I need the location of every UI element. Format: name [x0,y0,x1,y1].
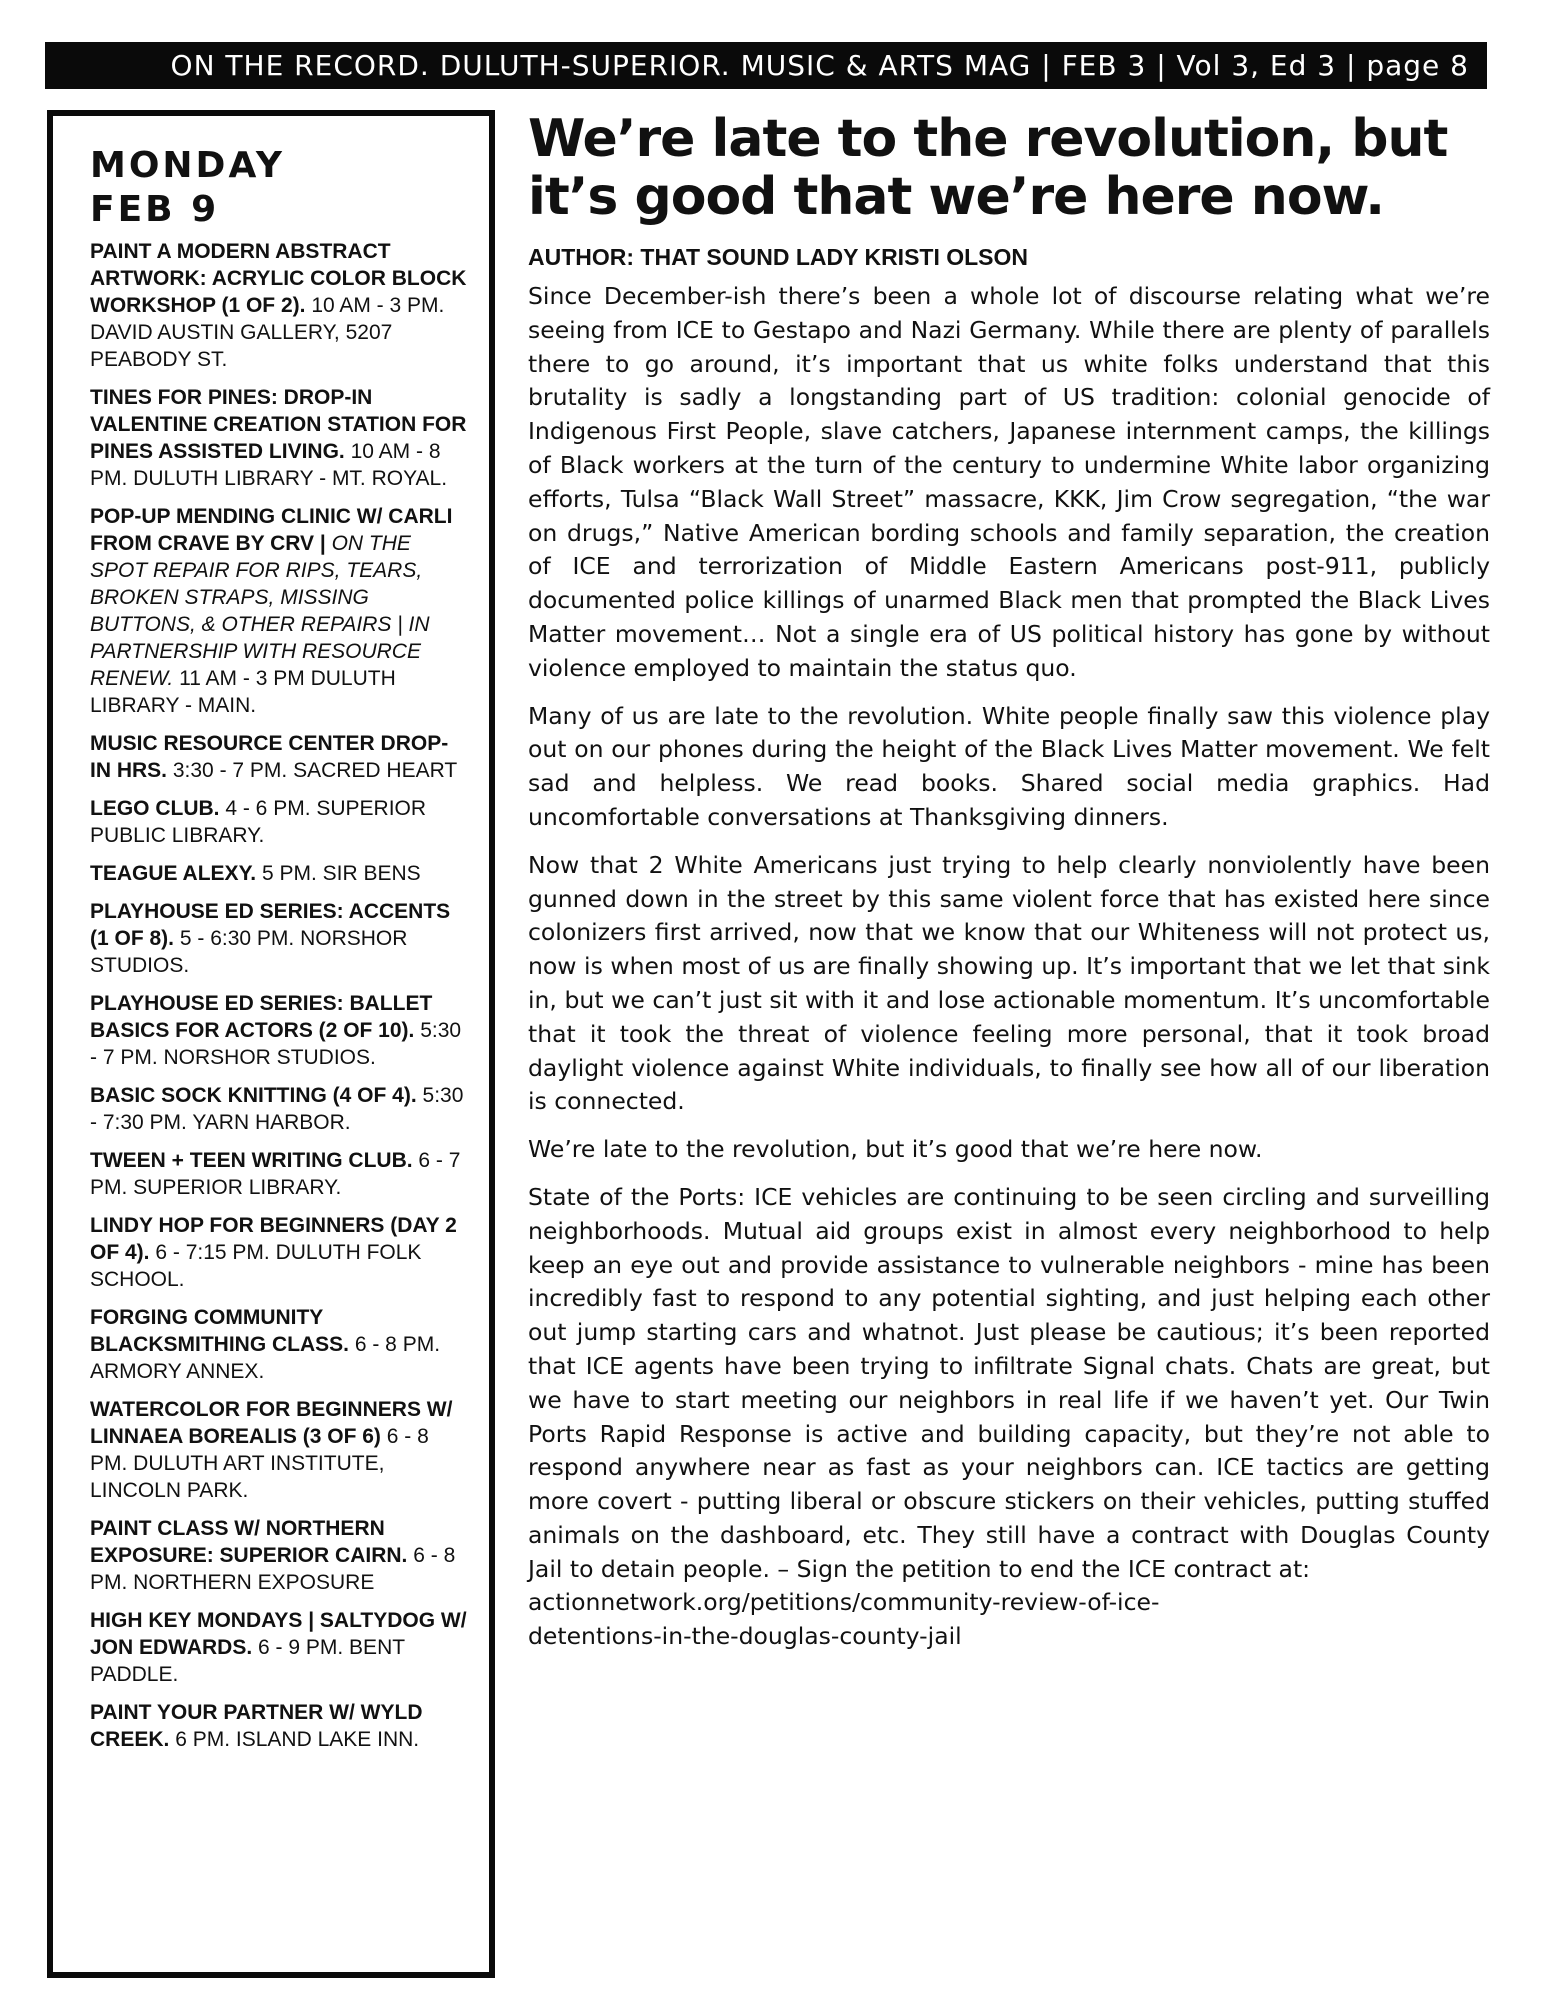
event-item [90,730,469,784]
event-item [90,898,469,979]
event-time-location: 6 PM. ISLAND LAKE INN. [175,1728,420,1751]
event-description: ON THE SPOT REPAIR FOR RIPS, TEARS, BROKEN STRAPS, MISSING BUTTONS, & OTHER REPAIRS | IN PARTNERSHIP WITH RESOURCE RENEW. [90,532,430,690]
day-date: FEB 9 [90,189,220,230]
article-paragraph: Since December-ish there’s been a whole lot of discourse relating what we’re seeing from ICE to Gestapo and Nazi Germany. While there are plenty of parallels there to go around, it’s important that us white folks understand that this brutality is sadly a longstanding part of US tradition: colonial genocide of Indigenous First People, slave catchers, Japanese internment camps, the killings of Black workers at the turn of the century to undermine White labor organizing efforts, Tulsa “Black Wall Street” massacre, KKK, Jim Crow segregation, “the war on drugs,” Native American bording schools and family separation, the creation of ICE and terrorization of Middle Eastern Americans post-911, publicly documented police killings of unarmed Black men that prompted the Black Lives Matter movement… Not a single era of US political history has gone by without violence employed to maintain the status quo. [528,282,1490,682]
day-name: MONDAY [90,145,285,186]
article-byline: AUTHOR: THAT SOUND LADY KRISTI OLSON [528,244,1029,270]
event-title: TWEEN + TEEN WRITING CLUB. [90,1149,413,1172]
day-heading [90,144,469,232]
event-title: PAINT CLASS W/ NORTHERN EXPOSURE: SUPERIOR CAIRN. [90,1517,408,1567]
event-item [90,1304,469,1385]
article-body [528,280,1490,1654]
event-item [90,1699,469,1753]
event-title: TINES FOR PINES: DROP-IN VALENTINE CREATION STATION FOR PINES ASSISTED LIVING. [90,386,467,463]
event-title: FORGING COMMUNITY BLACKSMITHING CLASS. [90,1306,349,1356]
event-item [90,1396,469,1504]
event-item [90,1082,469,1136]
event-time-location: 3:30 - 7 PM. SACRED HEART [172,759,458,782]
events-sidebar [47,110,495,1978]
event-title: LINDY HOP FOR BEGINNERS (DAY 2 OF 4). [90,1214,457,1264]
event-item [90,1607,469,1688]
event-item [90,384,469,492]
event-title: PAINT YOUR PARTNER W/ WYLD CREEK. [90,1701,423,1751]
event-title: MUSIC RESOURCE CENTER DROP-IN HRS. [90,732,449,782]
event-title: POP-UP MENDING CLINIC W/ CARLI FROM CRAVE BY CRV | [90,505,453,555]
event-time-location: 5:30 - 7:30 PM. YARN HARBOR. [90,1084,464,1134]
event-time-location: 5 PM. SIR BENS [261,862,421,885]
event-title: PAINT A MODERN ABSTRACT ARTWORK: ACRYLIC COLOR BLOCK WORKSHOP (1 OF 2). [90,240,467,317]
event-time-location: 6 - 8 PM. ARMORY ANNEX. [90,1333,441,1383]
event-item [90,1515,469,1596]
event-title: WATERCOLOR FOR BEGINNERS W/ LINNAEA BOREALIS (3 OF 6) [90,1398,453,1448]
event-time-location: 10 AM - 3 PM. DAVID AUSTIN GALLERY, 5207 PEABODY ST. [90,294,445,371]
article-paragraph: Now that 2 White Americans just trying to help clearly nonviolently have been gunned down in the street by this same violent force that has existed here since colonizers first arrived, now that we know that our Whiteness will not protect us, now is when most of us are finally showing up. It’s important that we let that sink in, but we can’t just sit with it and lose actionable momentum. It’s uncomfortable that it took the threat of violence feeling more personal, that it took broad daylight violence against White individuals, to finally see how all of our liberation is connected. [528,850,1490,1116]
article-paragraph: We’re late to the revolution, but it’s good that we’re here now. [528,1135,1263,1164]
article-headline: We’re late to the revolution, but it’s good that we’re here now. [528,109,1448,227]
article-paragraph: State of the Ports: ICE vehicles are continuing to be seen circling and surveilling neighborhoods. Mutual aid groups exist in almost every neighborhood to help keep an eye out and provide assistance to vulnerable neighbors - mine has been incredibly fast to respond to any potential sighting, and just helping each other out jump starting cars and whatnot. Just please be cautious; it’s been reported that ICE agents have been trying to infiltrate Signal chats. Chats are great, but we have to start meeting our neighbors in real life if we haven’t yet. Our Twin Ports Rapid Response is active and building capacity, but they’re not able to respond anywhere near as fast as your neighbors can. ICE tactics are getting more covert - putting liberal or obscure stickers on their vehicles, putting stuffed animals on the dashboard, etc. They still have a contract with Douglas County Jail to detain people. – Sign the petition to end the ICE contract at: [528,1182,1490,1583]
event-item [90,990,469,1071]
event-item [90,1212,469,1293]
event-time-location: 6 - 8 PM. DULUTH ART INSTITUTE, LINCOLN PARK. [90,1425,429,1502]
event-item [90,1147,469,1201]
event-time-location: 6 - 9 PM. BENT PADDLE. [90,1636,405,1686]
event-time-location: 6 - 8 PM. NORTHERN EXPOSURE [90,1544,456,1594]
event-item [90,860,469,887]
event-item [90,238,469,373]
event-time-location: 11 AM - 3 PM DULUTH LIBRARY - MAIN. [90,667,396,717]
header-text: ON THE RECORD. DULUTH-SUPERIOR. MUSIC & ARTS MAG | FEB 3 | Vol 3, Ed 3 | page 8 [170,49,1469,82]
event-title: TEAGUE ALEXY. [90,862,257,885]
event-time-location: 4 - 6 PM. SUPERIOR PUBLIC LIBRARY. [90,797,427,847]
event-time-location: 6 - 7 PM. SUPERIOR LIBRARY. [90,1149,461,1199]
petition-url: actionnetwork.org/petitions/community-review-of-ice- [528,1588,1160,1617]
event-title: HIGH KEY MONDAYS | SALTYDOG W/ JON EDWARDS. [90,1609,467,1659]
event-item [90,503,469,719]
event-title: LEGO CLUB. [90,797,220,820]
event-title: BASIC SOCK KNITTING (4 OF 4). [90,1084,417,1107]
event-time-location: 5 - 6:30 PM. NORSHOR STUDIOS. [90,927,408,977]
article-paragraph: Many of us are late to the revolution. White people finally saw this violence play out on our phones during the height of the Black Lives Matter movement. We felt sad and helpless. We read books. Shared social media graphics. Had uncomfortable conversations at Thanksgiving dinners. [528,701,1490,831]
events-list [90,238,469,1753]
petition-url: detentions-in-the-douglas-county-jail [528,1622,962,1651]
event-title: PLAYHOUSE ED SERIES: BALLET BASICS FOR ACTORS (2 OF 10). [90,992,433,1042]
event-time-location: 5:30 - 7 PM. NORSHOR STUDIOS. [90,1019,462,1069]
page-header [45,42,1487,89]
event-time-location: 10 AM - 8 PM. DULUTH LIBRARY - MT. ROYAL. [90,440,448,490]
event-item [90,795,469,849]
event-time-location: 6 - 7:15 PM. DULUTH FOLK SCHOOL. [90,1241,422,1291]
event-title: PLAYHOUSE ED SERIES: ACCENTS (1 OF 8). [90,900,451,950]
article [528,110,1490,1654]
